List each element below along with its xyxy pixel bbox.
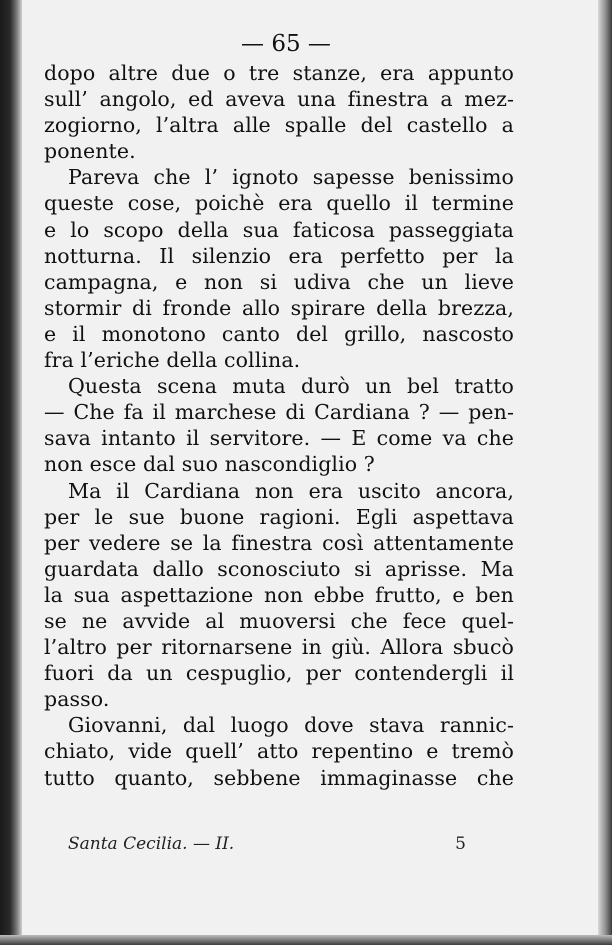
bottom-edge-shadow: [0, 935, 612, 945]
text-line: l’altro per ritornarsene in giù. Allora sbucò: [44, 635, 514, 660]
text-line: dopo altre due o tre stanze, era appunto: [44, 61, 514, 85]
sheet-number: 5: [455, 834, 466, 854]
text-line: — Che fa il marchese di Cardiana ? — pen-: [44, 400, 514, 425]
text-line: guardata dallo sconosciuto si aprisse. Ma: [44, 556, 514, 581]
text-line: e il monotono canto del grillo, nascosto: [44, 321, 514, 346]
text-line: ponente.: [44, 139, 136, 164]
text-line: la sua aspettazione non ebbe frutto, e ben: [44, 582, 514, 607]
text-line: passo.: [44, 687, 110, 712]
text-line: e lo scopo della sua faticosa passeggiata: [44, 217, 514, 242]
text-line: fuori da un cespuglio, per contendergli il: [44, 661, 514, 686]
book-spine-shadow: [0, 0, 22, 945]
text-line: per vedere se la finestra così attentamente: [44, 530, 514, 555]
page-edge-shadow: [598, 0, 612, 945]
text-line: tutto quanto, sebbene immaginasse che: [44, 765, 514, 790]
page-number: — 65 —: [241, 31, 331, 57]
text-line: Ma il Cardiana non era uscito ancora,: [68, 478, 514, 503]
text-line: fra l’eriche della collina.: [44, 348, 301, 373]
text-line: stormir di fronde allo spirare della brezza,: [44, 295, 514, 320]
text-line: chiato, vide quell’ atto repentino e tremò: [44, 739, 514, 764]
text-line: non esce dal suo nascondiglio ?: [44, 452, 375, 477]
text-line: sava intanto il servitore. — E come va che: [44, 426, 514, 451]
page-body: [44, 30, 514, 791]
text-line: Giovanni, dal luogo dove stava rannic-: [68, 713, 514, 738]
text-line: se ne avvide al muoversi che fece quel-: [44, 608, 514, 633]
text-line: per le sue buone ragioni. Egli aspettava: [44, 504, 514, 529]
text-line: sull’ angolo, ed aveva una finestra a mez-: [44, 87, 514, 112]
printer-signature: Santa Cecilia. — II.: [68, 834, 235, 854]
text-line: Questa scena muta durò un bel tratto: [68, 374, 514, 399]
text-line: zogiorno, l’altra alle spalle del castello a: [44, 113, 514, 138]
text-line: campagna, e non si udiva che un lieve: [44, 269, 514, 294]
text-line: notturna. Il silenzio era perfetto per la: [44, 243, 514, 268]
page-footer: [68, 834, 466, 854]
text-line: Pareva che l’ ignoto sapesse benissimo: [68, 165, 514, 190]
text-line: queste cose, poichè era quello il termine: [44, 191, 514, 216]
text-block: [44, 60, 514, 791]
